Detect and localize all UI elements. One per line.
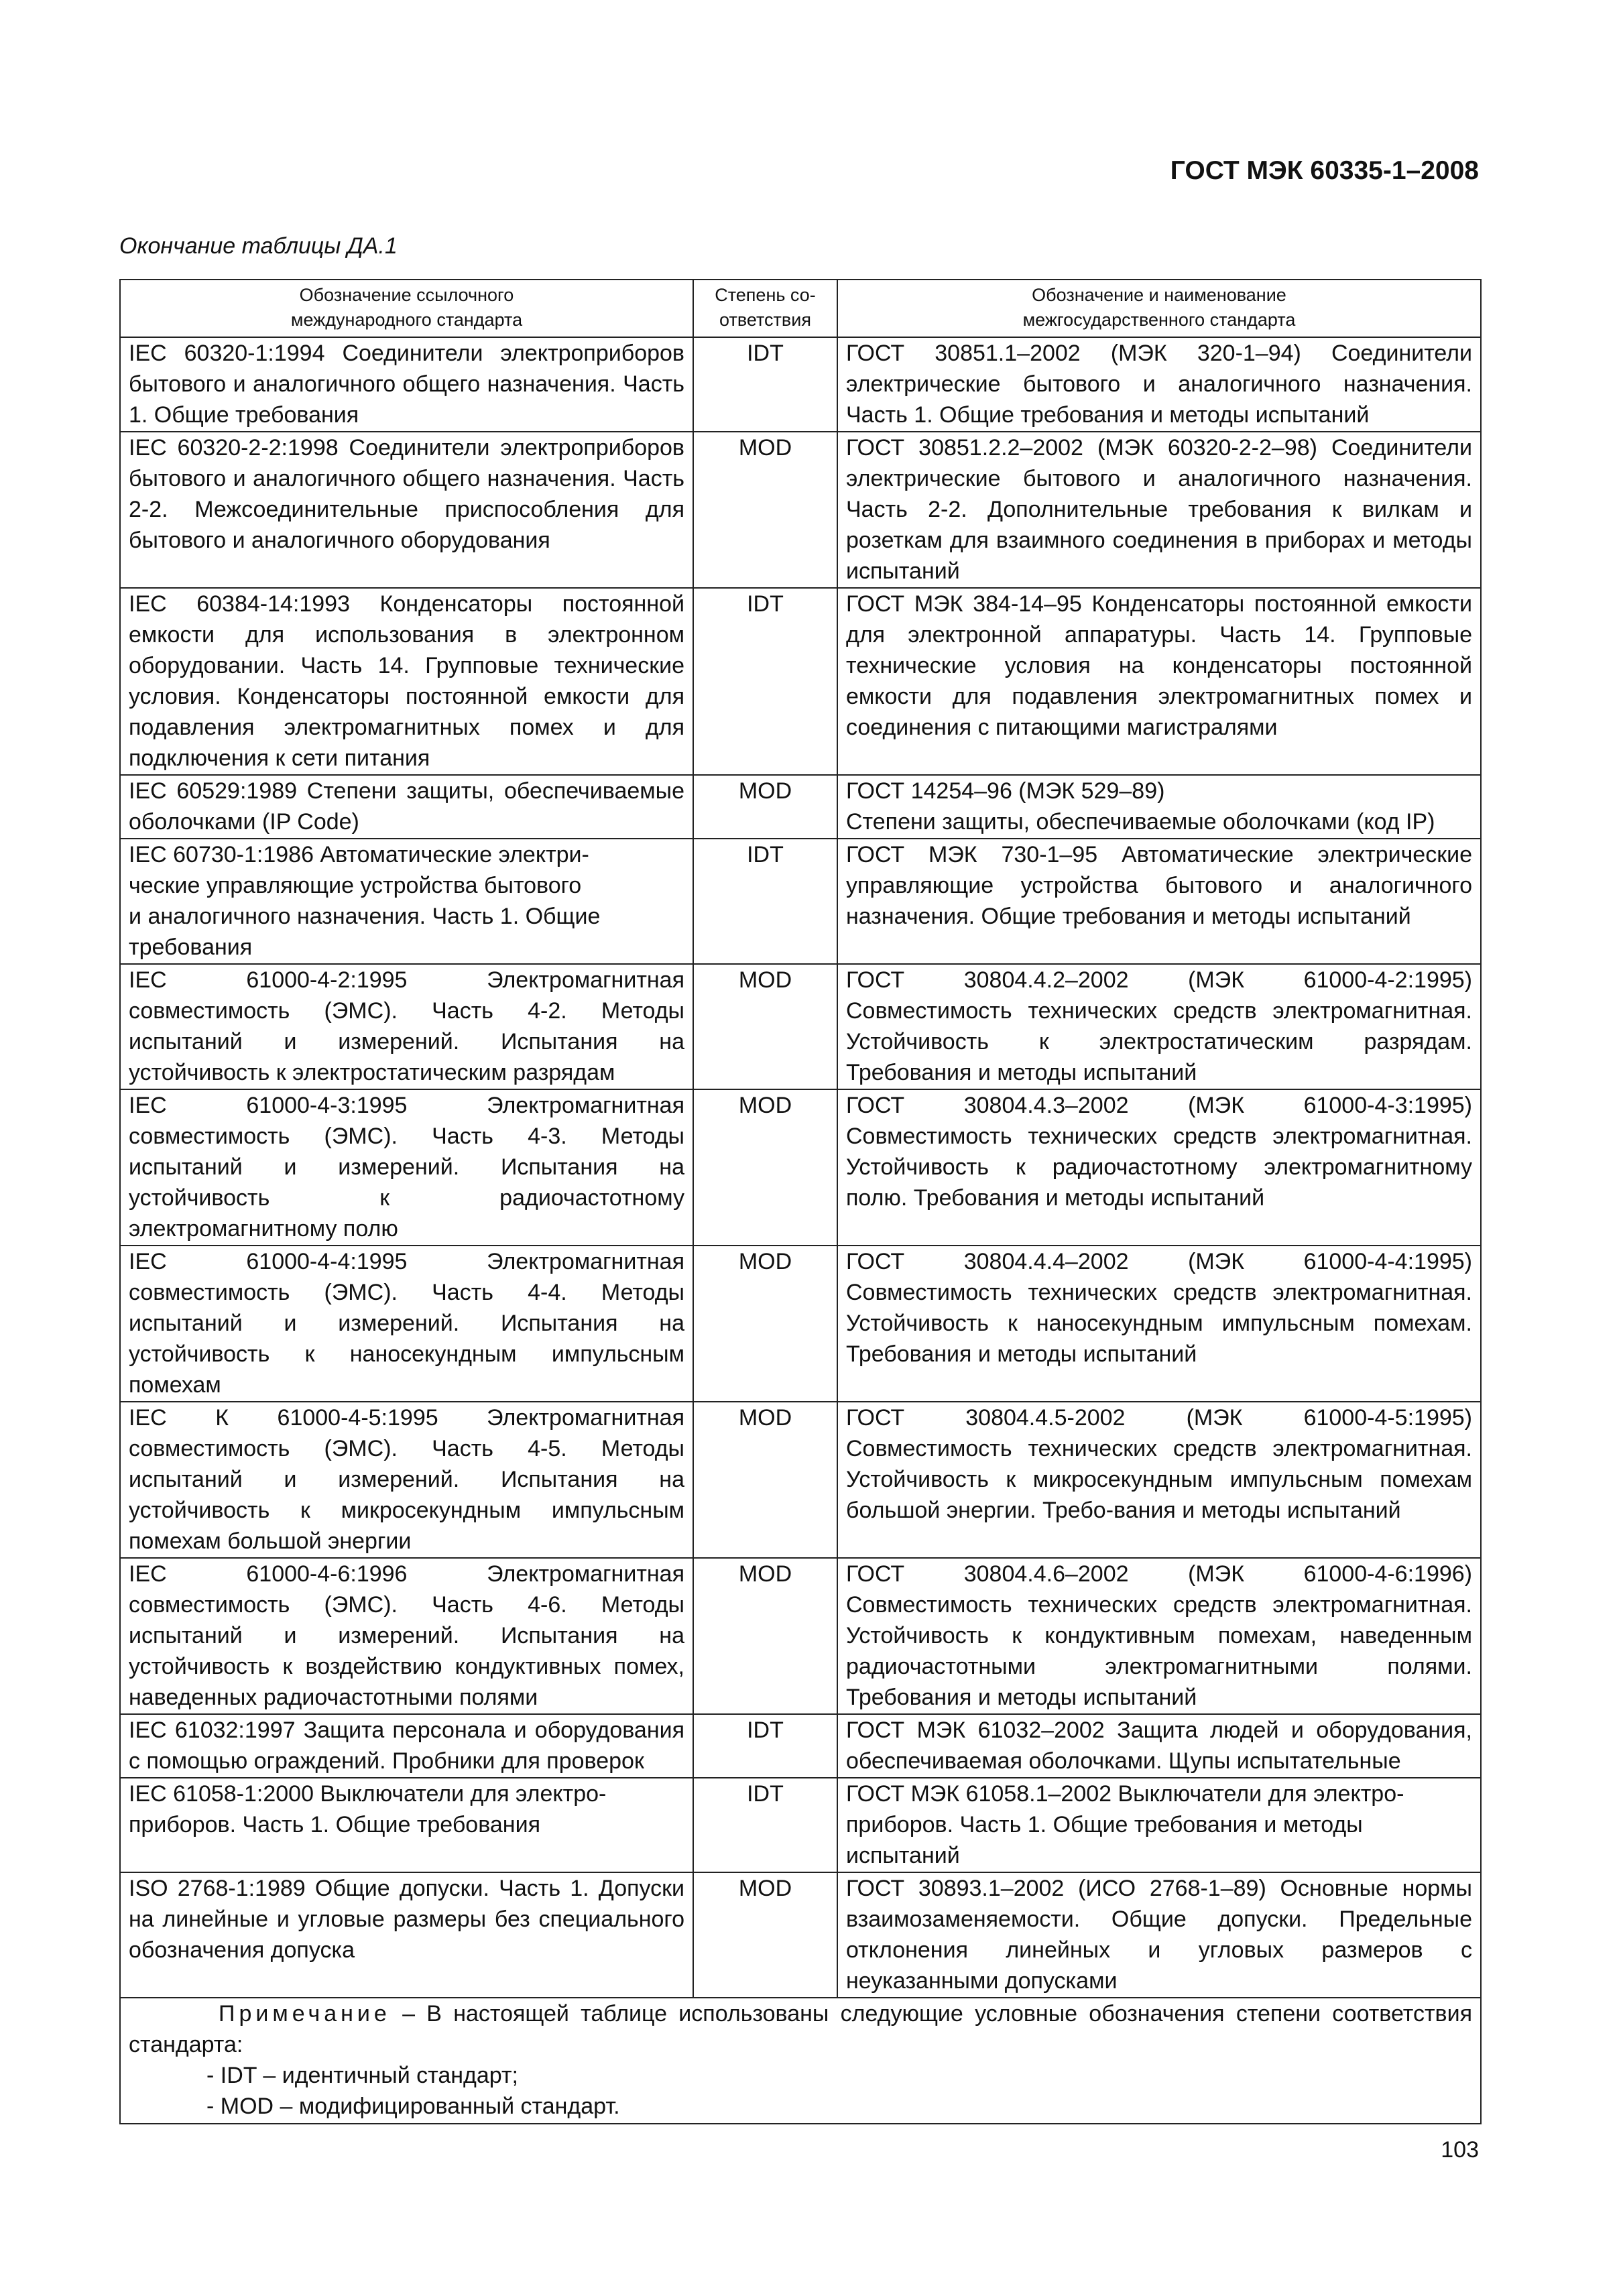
intl-standard-cell: IEC 60529:1989 Степени защиты, обеспечиваемые оболочками (IP Code) [120, 775, 693, 839]
intl-standard-cell: IEC 60730-1:1986 Автоматические электри- ческие управляющие устройства бытового и аналогичного назначения. Часть 1. Общие требования [120, 839, 693, 964]
column-header-intl: Обозначение ссылочного международного стандарта [120, 280, 693, 337]
column-header-degree: Степень со- ответствия [693, 280, 837, 337]
table-row [120, 1089, 1481, 1246]
gost-standard-cell: ГОСТ МЭК 61058.1–2002 Выключатели для электро- приборов. Часть 1. Общие требования и методы испытаний [837, 1778, 1481, 1872]
document-header: ГОСТ МЭК 60335-1–2008 [1170, 156, 1479, 185]
table-row [120, 1558, 1481, 1714]
degree-cell: IDT [693, 1778, 837, 1872]
gost-standard-cell: ГОСТ 30804.4.2–2002 (МЭК 61000-4-2:1995) Совместимость технических средств электромагнитная. Устойчивость к электростатическим разрядам. Требования и методы испытаний [837, 964, 1481, 1089]
intl-standard-cell: IEC 60384-14:1993 Конденсаторы постоянной емкости для использования в электронном оборудовании. Часть 14. Групповые технические условия. Конденсаторы постоянной емкости для подавления электромагнитных помех и для подключения к сети питания [120, 588, 693, 775]
gost-standard-cell: ГОСТ МЭК 730-1–95 Автоматические электрические управляющие устройства бытового и аналогичного назначения. Общие требования и методы испытаний [837, 839, 1481, 964]
table-row [120, 1246, 1481, 1402]
table-row [120, 1872, 1481, 1998]
gost-standard-cell: ГОСТ МЭК 384-14–95 Конденсаторы постоянной емкости для электронной аппаратуры. Часть 14. Групповые технические условия на конденсаторы постоянной емкости для подавления электромагнитных помех и соединения с питающими магистралями [837, 588, 1481, 775]
intl-standard-cell: IEC 61000-4-4:1995 Электромагнитная совместимость (ЭМС). Часть 4-4. Методы испытаний и измерений. Испытания на устойчивость к наносекундным импульсным помехам [120, 1246, 693, 1402]
table-row [120, 432, 1481, 588]
table-row [120, 839, 1481, 964]
intl-standard-cell: ISO 2768-1:1989 Общие допуски. Часть 1. Допуски на линейные и угловые размеры без специального обозначения допуска [120, 1872, 693, 1998]
note-item: - MOD – модифицированный стандарт. [206, 2094, 620, 2119]
intl-standard-cell: IEC 61032:1997 Защита персонала и оборудования с помощью ограждений. Пробники для проверок [120, 1714, 693, 1778]
reference-standards-table [119, 279, 1482, 2124]
degree-cell: MOD [693, 1558, 837, 1714]
gost-standard-cell: ГОСТ 30851.1–2002 (МЭК 320-1–94) Соединители электрические бытового и аналогичного назначения. Часть 1. Общие требования и методы испытаний [837, 337, 1481, 432]
degree-cell: MOD [693, 1246, 837, 1402]
page-number: 103 [1441, 2137, 1479, 2163]
table-row [120, 337, 1481, 432]
intl-standard-cell: IEC 61000-4-2:1995 Электромагнитная совместимость (ЭМС). Часть 4-2. Методы испытаний и измерений. Испытания на устойчивость к электростатическим разрядам [120, 964, 693, 1089]
degree-cell: MOD [693, 964, 837, 1089]
degree-cell: IDT [693, 588, 837, 775]
gost-standard-cell: ГОСТ 30804.4.4–2002 (МЭК 61000-4-4:1995) Совместимость технических средств электромагнитная. Устойчивость к наносекундным импульсным помехам. Требования и методы испытаний [837, 1246, 1481, 1402]
gost-standard-cell: ГОСТ МЭК 61032–2002 Защита людей и оборудования, обеспечиваемая оболочками. Щупы испытательные [837, 1714, 1481, 1778]
table-row [120, 1714, 1481, 1778]
gost-standard-cell: ГОСТ 30804.4.6–2002 (МЭК 61000-4-6:1996) Совместимость технических средств электромагнитная. Устойчивость к кондуктивным помехам, наведенным радиочастотными электромагнитными полями. Требования и методы испытаний [837, 1558, 1481, 1714]
table-row [120, 775, 1481, 839]
intl-standard-cell: IEC 61058-1:2000 Выключатели для электро- приборов. Часть 1. Общие требования [120, 1778, 693, 1872]
table-row [120, 1402, 1481, 1558]
table-row [120, 588, 1481, 775]
degree-cell: MOD [693, 1089, 837, 1246]
gost-standard-cell: ГОСТ 14254–96 (МЭК 529–89) Степени защиты, обеспечиваемые оболочками (код IP) [837, 775, 1481, 839]
table-caption: Окончание таблицы ДА.1 [119, 233, 398, 259]
degree-cell: IDT [693, 839, 837, 964]
intl-standard-cell: IEC 61000-4-3:1995 Электромагнитная совместимость (ЭМС). Часть 4-3. Методы испытаний и измерений. Испытания на устойчивость к радиочастотному электромагнитному полю [120, 1089, 693, 1246]
degree-cell: MOD [693, 1872, 837, 1998]
table-row [120, 964, 1481, 1089]
table-row [120, 1778, 1481, 1872]
gost-standard-cell: ГОСТ 30804.4.3–2002 (МЭК 61000-4-3:1995) Совместимость технических средств электромагнитная. Устойчивость к радиочастотному электромагнитному полю. Требования и методы испытаний [837, 1089, 1481, 1246]
table-note [120, 1998, 1481, 2124]
intl-standard-cell: IEC К 61000-4-5:1995 Электромагнитная совместимость (ЭМС). Часть 4-5. Методы испытаний и измерений. Испытания на устойчивость к микросекундным импульсным помехам большой энергии [120, 1402, 693, 1558]
degree-cell: MOD [693, 775, 837, 839]
intl-standard-cell: IEC 60320-1:1994 Соединители электроприборов бытового и аналогичного общего назначения. Часть 1. Общие требования [120, 337, 693, 432]
note-label: Примечание [219, 2001, 391, 2027]
degree-cell: IDT [693, 337, 837, 432]
degree-cell: MOD [693, 432, 837, 588]
gost-standard-cell: ГОСТ 30804.4.5-2002 (МЭК 61000-4-5:1995) Совместимость технических средств электромагнитная. Устойчивость к микросекундным импульсным помехам большой энергии. Требо-вания и методы испытаний [837, 1402, 1481, 1558]
column-header-gost: Обозначение и наименование межгосударственного стандарта [837, 280, 1481, 337]
note-text: – В настоящей таблице использованы следующие условные обозначения степени соответствия стандарта: [129, 2001, 1472, 2057]
table-header-row [120, 280, 1481, 337]
intl-standard-cell: IEC 61000-4-6:1996 Электромагнитная совместимость (ЭМС). Часть 4-6. Методы испытаний и измерений. Испытания на устойчивость к воздействию кондуктивных помех, наведенных радиочастотными полями [120, 1558, 693, 1714]
degree-cell: IDT [693, 1714, 837, 1778]
gost-standard-cell: ГОСТ 30851.2.2–2002 (МЭК 60320-2-2–98) Соединители электрические бытового и аналогичного назначения. Часть 2-2. Дополнительные требования к вилкам и розеткам для взаимного соединения в приборах и методы испытаний [837, 432, 1481, 588]
intl-standard-cell: IEC 60320-2-2:1998 Соединители электроприборов бытового и аналогичного общего назначения. Часть 2-2. Межсоединительные приспособления для бытового и аналогичного оборудования [120, 432, 693, 588]
note-item: - IDT – идентичный стандарт; [206, 2063, 518, 2088]
table-note-row [120, 1998, 1481, 2124]
degree-cell: MOD [693, 1402, 837, 1558]
gost-standard-cell: ГОСТ 30893.1–2002 (ИСО 2768-1–89) Основные нормы взаимозаменяемости. Общие допуски. Предельные отклонения линейных и угловых размеров с неуказанными допусками [837, 1872, 1481, 1998]
